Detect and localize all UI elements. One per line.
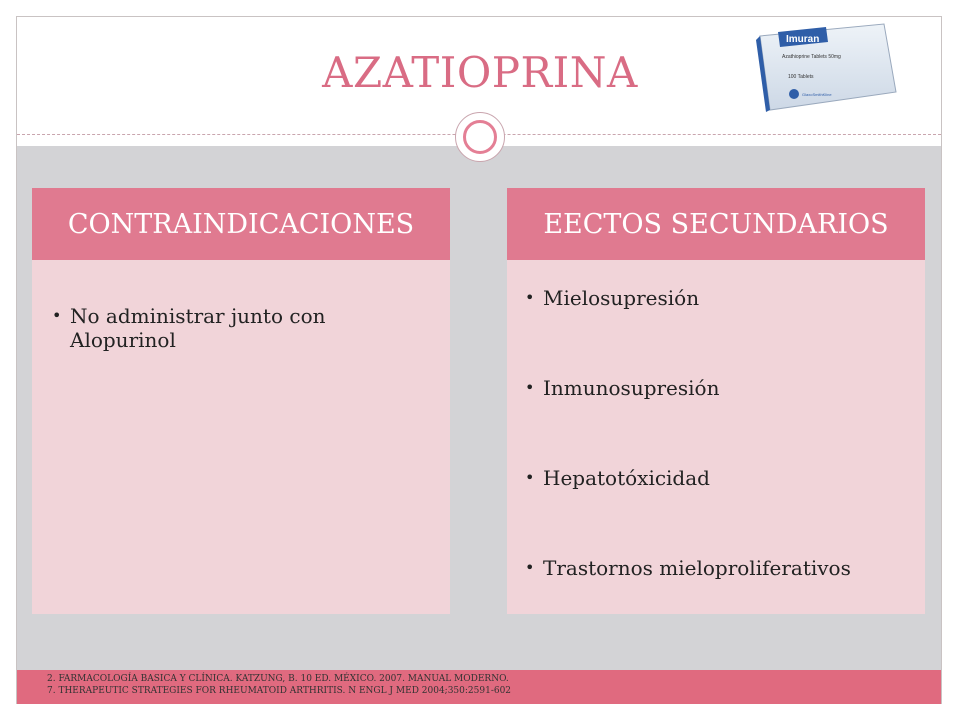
box-brand-text: Imuran (786, 34, 820, 45)
ring-inner (463, 120, 497, 154)
gsk-logo-icon (789, 89, 799, 99)
footer-bar (17, 670, 941, 704)
list-item: • Hepatotóxicidad (519, 466, 710, 490)
box-count-text: 100 Tablets (788, 74, 814, 80)
contraindicaciones-list (46, 304, 426, 352)
box-subtitle-text: Azathioprine Tablets 50mg (782, 54, 841, 60)
imuran-box-image (756, 22, 898, 112)
reference-1: 2. FARMACOLOGÍA BASICA Y CLÍNICA. KATZUNG, B. 10 ED. MÉXICO. 2007. MANUAL MODERNO. (47, 674, 509, 684)
slide-title: AZATIOPRINA (322, 48, 638, 97)
efectos-heading: EECTOS SECUNDARIOS (507, 188, 925, 260)
ring-ornament-icon (455, 112, 505, 162)
efectos-panel (507, 188, 925, 614)
list-item: • Mielosupresión (519, 286, 699, 310)
box-maker-text: GlaxoSmithKline (802, 92, 832, 97)
list-item: • No administrar junto con Alopurinol (46, 304, 426, 352)
reference-2: 7. THERAPEUTIC STRATEGIES FOR RHEUMATOID ARTHRITIS. N ENGL J MED 2004;350:2591-602 (47, 686, 512, 696)
contraindicaciones-heading: CONTRAINDICACIONES (32, 188, 450, 260)
contraindicaciones-panel (32, 188, 450, 614)
list-item: • Trastornos mieloproliferativos (519, 556, 851, 580)
list-item: • Inmunosupresión (519, 376, 719, 400)
